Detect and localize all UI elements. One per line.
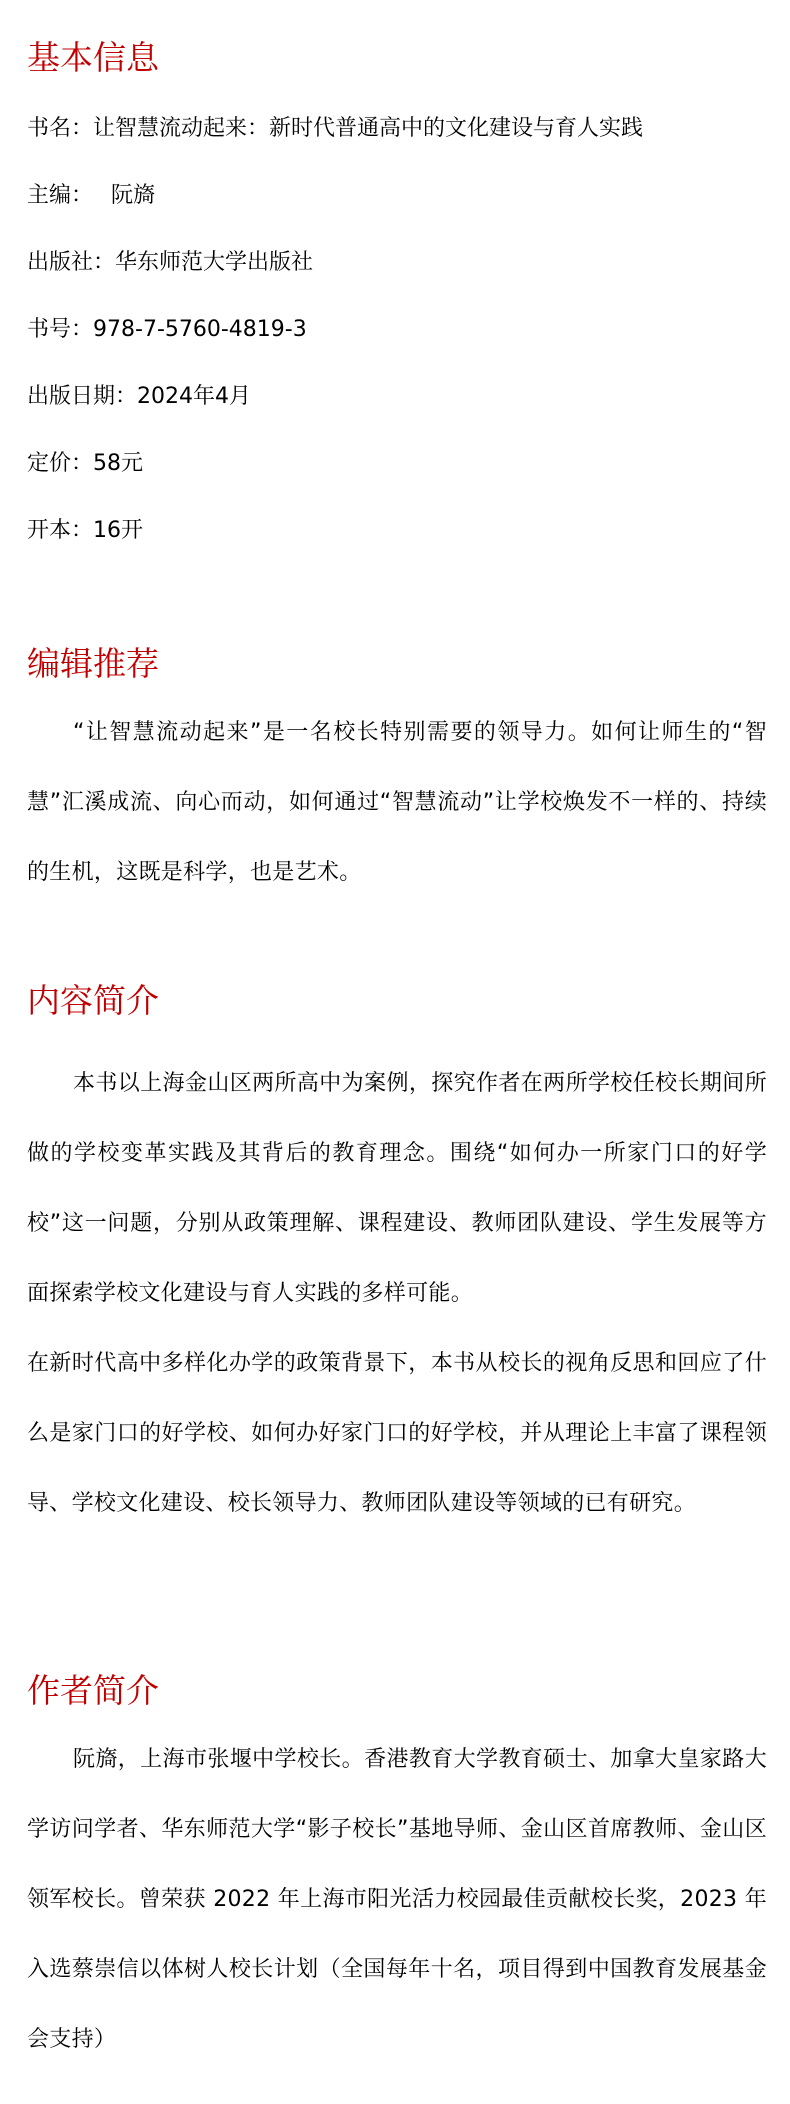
content-intro-paragraph-2: 在新时代高中多样化办学的政策背景下，本书从校长的视角反思和回应了什么是家门口的好学校、如何办好家门口的好学校，并从理论上丰富了课程领导、学校文化建设、校长领导力、教师团队建设等领域的已有研究。 xyxy=(27,1351,767,1516)
author-intro-paragraph: 阮旖，上海市张堰中学校长。香港教育大学教育硕士、加拿大皇家路大学访问学者、华东师范大学“影子校长”基地导师、金山区首席教师、金山区领军校长。曾荣获 2022 年上海市阳光活力校园最佳贡献校长奖，2023 年入选蔡崇信以体树人校长计划（全国每年十名，项目得到中国教育发展基金会支持） xyxy=(27,1747,767,2052)
info-label: 主编： xyxy=(27,183,94,208)
content-intro-paragraph-1: 本书以上海金山区两所高中为案例，探究作者在两所学校任校长期间所做的学校变革实践及其背后的教育理念。围绕“如何办一所家门口的好学校”这一问题，分别从政策理解、课程建设、教师团队建设、学生发展等方面探索学校文化建设与育人实践的多样可能。 xyxy=(27,1071,767,1306)
info-line-price xyxy=(27,449,143,479)
info-value: 2024年4月 xyxy=(137,384,252,409)
info-value: 让智慧流动起来：新时代普通高中的文化建设与育人实践 xyxy=(93,116,644,141)
info-value: 978-7-5760-4819-3 xyxy=(93,317,307,342)
basic-info-heading: 基本信息 xyxy=(27,38,159,77)
info-label: 出版日期： xyxy=(27,384,138,409)
info-label: 书号： xyxy=(27,317,94,342)
info-value: 华东师范大学出版社 xyxy=(115,250,314,275)
author-intro-heading: 作者简介 xyxy=(27,1671,159,1710)
editor-recommend-paragraph: “让智慧流动起来”是一名校长特别需要的领导力。如何让师生的“智慧”汇溪成流、向心而动，如何通过“智慧流动”让学校焕发不一样的、持续的生机，这既是科学，也是艺术。 xyxy=(27,720,767,885)
info-line-publisher xyxy=(27,248,313,278)
info-value: 58元 xyxy=(93,451,144,476)
info-line-editor xyxy=(27,181,155,211)
info-line-title xyxy=(27,114,643,144)
info-label: 定价： xyxy=(27,451,94,476)
info-value: 16开 xyxy=(93,518,144,543)
editor-recommend-heading: 编辑推荐 xyxy=(27,644,159,683)
info-line-format xyxy=(27,516,143,546)
info-value: 阮旖 xyxy=(111,183,156,208)
info-label: 开本： xyxy=(27,518,94,543)
info-label: 书名： xyxy=(27,116,94,141)
info-label: 出版社： xyxy=(27,250,116,275)
info-line-isbn xyxy=(27,315,307,345)
info-line-date xyxy=(27,382,251,412)
content-intro-heading: 内容简介 xyxy=(27,981,159,1020)
